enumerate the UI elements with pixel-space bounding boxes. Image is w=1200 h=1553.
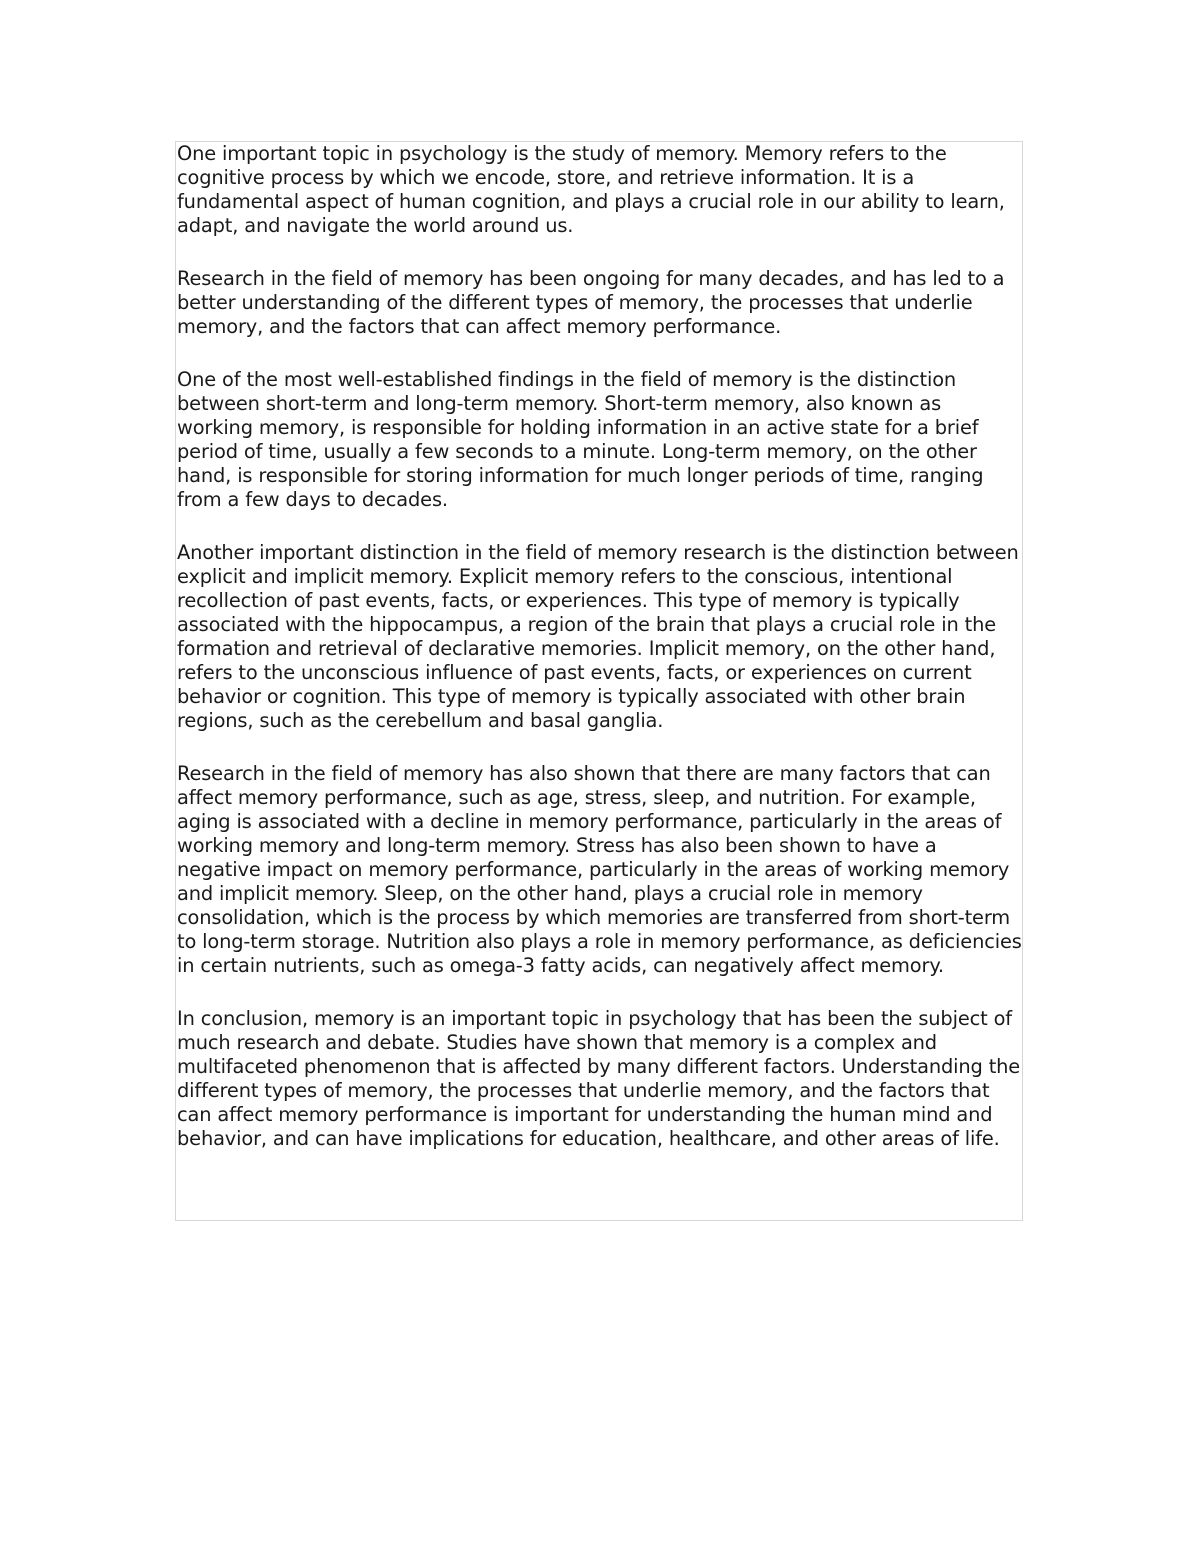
paragraph-1: One important topic in psychology is the study of memory. Memory refers to the cognitive process by which we encode, store, and retrieve information. It is a fundamental aspect of human cognition, and plays a crucial role in our ability to learn, adapt, and navigate the world around us. [177,142,1005,237]
paragraph-3: One of the most well-established findings in the field of memory is the distinction between short-term and long-term memory. Short-term memory, also known as working memory, is responsible for holding information in an active state for a brief period of time, usually a few seconds to a minute. Long-term memory, on the other hand, is responsible for storing information for much longer periods of time, ranging from a few days to decades. [177,368,984,511]
document-text-box [175,141,1023,1221]
paragraph-6: In conclusion, memory is an important topic in psychology that has been the subject of much research and debate. Studies have shown that memory is a complex and multifaceted phenomenon that is affected by many different factors. Understanding the different types of memory, the processes that underlie memory, and the factors that can affect memory performance is important for understanding the human mind and behavior, and can have implications for education, healthcare, and other areas of life. [177,1007,1021,1150]
paragraph-5: Research in the field of memory has also shown that there are many factors that can affect memory performance, such as age, stress, sleep, and nutrition. For example, aging is associated with a decline in memory performance, particularly in the areas of working memory and long-term memory. Stress has also been shown to have a negative impact on memory performance, particularly in the areas of working memory and implicit memory. Sleep, on the other hand, plays a crucial role in memory consolidation, which is the process by which memories are transferred from short-term to long-term storage. Nutrition also plays a role in memory performance, as deficiencies in certain nutrients, such as omega-3 fatty acids, can negatively affect memory. [177,762,1022,977]
paragraph-4: Another important distinction in the field of memory research is the distinction between explicit and implicit memory. Explicit memory refers to the conscious, intentional recollection of past events, facts, or experiences. This type of memory is typically associated with the hippocampus, a region of the brain that plays a crucial role in the formation and retrieval of declarative memories. Implicit memory, on the other hand, refers to the unconscious influence of past events, facts, or experiences on current behavior or cognition. This type of memory is typically associated with other brain regions, such as the cerebellum and basal ganglia. [177,541,1019,732]
paragraph-2: Research in the field of memory has been ongoing for many decades, and has led to a better understanding of the different types of memory, the processes that underlie memory, and the factors that can affect memory performance. [177,267,1005,338]
